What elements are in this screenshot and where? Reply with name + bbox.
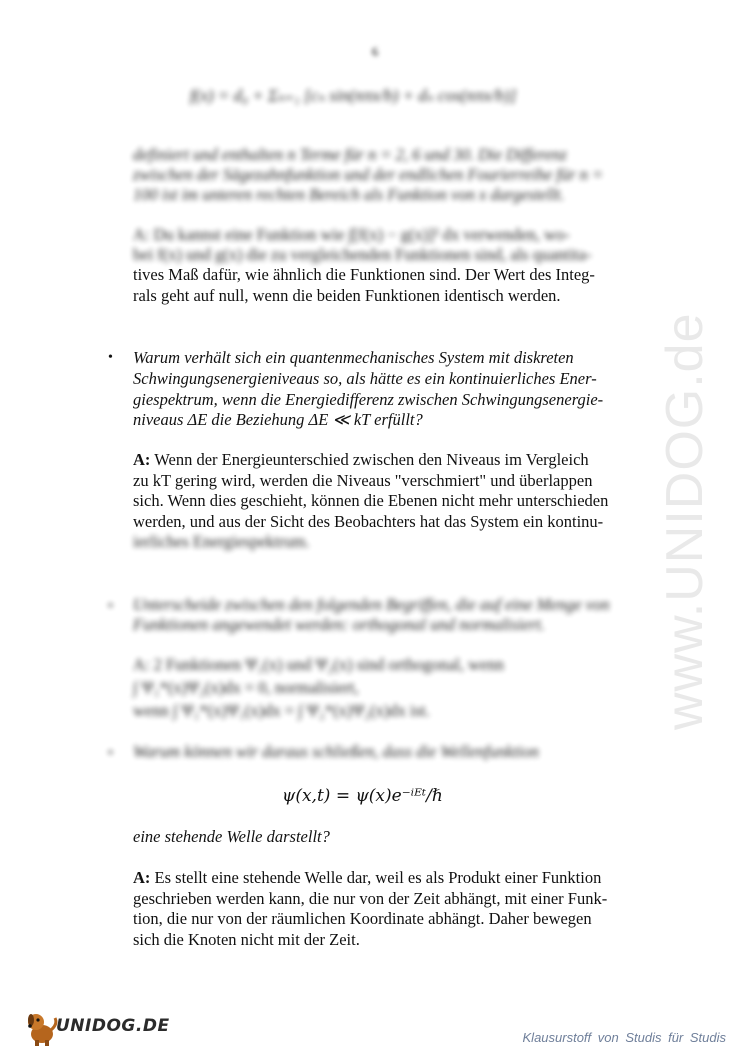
answer4-line-3: tion, die nur von der räumlichen Koordinate abhängt. Daher bewegen [133, 909, 592, 928]
answer2-line-2: zu kT gering wird, werden die Niveaus "verschmiert" und überlappen [133, 471, 593, 490]
watermark [640, 260, 750, 740]
question2-bullet: • [108, 350, 113, 365]
answer2-line-4: werden, und aus der Sicht des Beobachters hat das System ein kontinu- [133, 512, 604, 531]
question3-answer-line-1: A: 2 Funktionen Ψ₁(x) und Ψ₂(x) sind orthogonal, wenn [133, 655, 504, 674]
question3-line-2: Funktionen angewendet werden: orthogonal und normalisiert. [133, 615, 545, 634]
question2-line-2: Schwingungsenergieniveaus so, als hätte es ein kontinuierliches Ener- [133, 369, 597, 388]
question3-line-1: Unterscheide zwischen den folgenden Begriffen, die auf eine Menge von [133, 595, 610, 614]
answer2-line-1 [133, 450, 589, 470]
question2-line-3: giespektrum, wenn die Energiedifferenz zwischen Schwingungsenergie- [133, 390, 604, 409]
question3-bullet: • [108, 599, 113, 614]
answer1-line-4: rals geht auf null, wenn die beiden Funktionen identisch werden. [133, 286, 561, 305]
answer2-label: A: [133, 450, 151, 469]
question2-line-1: Warum verhält sich ein quantenmechanisches System mit diskreten [133, 348, 574, 367]
question3-answer-line-3: wenn ∫ Ψ₁*(x)Ψ₁(x)dx = ∫ Ψ₂*(x)Ψ₂(x)dx ist. [133, 701, 430, 720]
blurred-intro-line-3: 100 ist im unteren rechten Bereich als Funktion von x dargestellt. [133, 185, 565, 204]
answer4-line-4: sich die Knoten nicht mit der Zeit. [133, 930, 360, 949]
question4-after-line: eine stehende Welle darstellt? [133, 827, 330, 846]
question3-answer-line-2: ∫ Ψ₁*(x)Ψ₂(x)dx = 0, normalisiert, [133, 678, 359, 697]
fourier-series-formula: f(x) = d₀ + Σₙ₌₁ [cₙ sin(nπx/b) + dₙ cos(nπx/b)] [190, 86, 517, 105]
answer1-line-3: tives Maß dafür, wie ähnlich die Funktionen sind. Der Wert des Integ- [133, 265, 595, 284]
answer2-line-3: sich. Wenn dies geschieht, können die Ebenen nicht mehr unterschieden [133, 491, 609, 510]
question4-bullet: • [108, 746, 113, 761]
page-number: 6 [371, 44, 379, 59]
answer2-blurred-line: ierliches Energiespektrum. [133, 532, 310, 551]
watermark-text: www.UNIDOG.de [656, 312, 714, 730]
answer2-first-line: Wenn der Energieunterschied zwischen den Niveaus im Vergleich [150, 450, 589, 469]
answer4-label: A: [133, 868, 151, 887]
answer1-blurred-line-2: bei f(x) und g(x) die zu vergleichenden Funktionen sind, als quantita- [133, 245, 592, 264]
answer4-line-2: geschrieben werden kann, die nur von der Zeit abhängt, mit einer Funk- [133, 889, 608, 908]
blurred-intro-line-2: zwischen der Sägezahnfunktion und der endlichen Fourierreihe für n = [133, 165, 604, 184]
answer4-line-1 [133, 868, 601, 888]
question2-line-4: niveaus ΔE die Beziehung ΔE ≪ kT erfüllt? [133, 410, 423, 429]
logo-text: UNIDOG.DE [56, 1016, 170, 1036]
question4-line-1: Warum können wir daraus schließen, dass die Wellenfunktion [133, 742, 539, 761]
wave-function-formula: ψ(x,t) = ψ(x)e⁻ⁱᴱᵗ/ℏ [282, 786, 443, 806]
answer4-first-line: Es stellt eine stehende Welle dar, weil es als Produkt einer Funktion [150, 868, 602, 887]
blurred-intro-line-1: definiert und enthalten n Terme für n = 2, 6 und 30. Die Differenz [133, 145, 567, 164]
footer-tagline: Klausurstoff von Studis für Studis [522, 1030, 726, 1045]
answer1-blurred-line-1: A: Du kannst eine Funktion wie ∫[f(x) − g(x)]² dx verwenden, wo- [133, 225, 570, 244]
